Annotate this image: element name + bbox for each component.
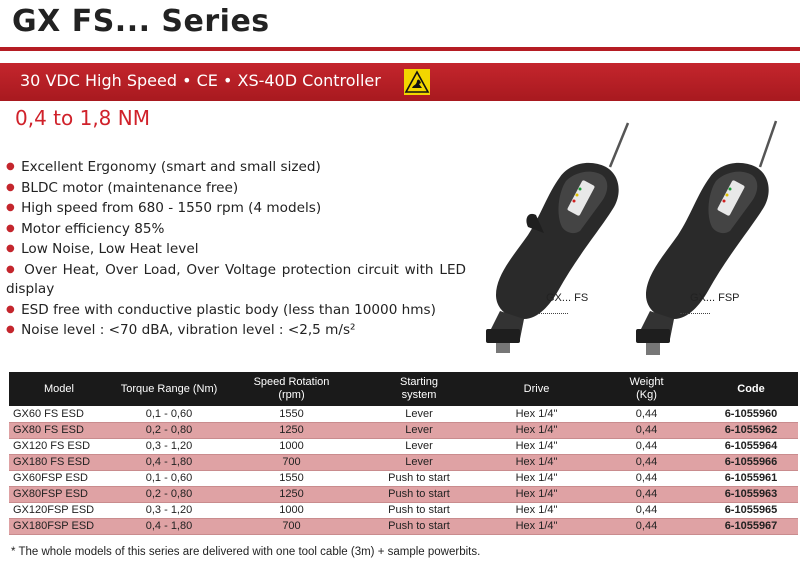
cell-model: GX80 FS ESD — [9, 422, 109, 438]
cell-speed: 1000 — [229, 438, 354, 454]
feature-item: ● Noise level : <70 dBA, vibration level : <2,5 m/s² — [6, 322, 356, 338]
screwdriver-icon — [462, 115, 637, 360]
cell-start: Lever — [354, 438, 484, 454]
cell-torque: 0,1 - 0,60 — [109, 470, 229, 486]
cell-model: GX180 FS ESD — [9, 454, 109, 470]
column-header-code: Code — [737, 382, 765, 395]
cell-code: 6-1055960 — [704, 406, 798, 422]
cell-torque: 0,4 - 1,80 — [109, 454, 229, 470]
cell-start: Push to start — [354, 486, 484, 502]
cell-torque: 0,3 - 1,20 — [109, 438, 229, 454]
cell-weight: 0,44 — [589, 454, 704, 470]
cell-drive: Hex 1/4" — [484, 486, 589, 502]
cell-weight: 0,44 — [589, 438, 704, 454]
cell-code: 6-1055964 — [704, 438, 798, 454]
column-header-starting-system: Starting system — [400, 376, 438, 401]
column-header-torque: Torque Range (Nm) — [120, 382, 218, 395]
cell-weight: 0,44 — [589, 502, 704, 518]
cell-speed: 1250 — [229, 486, 354, 502]
cell-weight: 0,44 — [589, 406, 704, 422]
cell-drive: Hex 1/4" — [484, 470, 589, 486]
table-row — [9, 406, 798, 422]
screwdriver-icon — [612, 115, 787, 360]
table-row — [9, 518, 798, 534]
feature-item: ● Excellent Ergonomy (smart and small sized) — [6, 159, 321, 175]
cell-model: GX80FSP ESD — [9, 486, 109, 502]
cell-speed: 700 — [229, 454, 354, 470]
cell-drive: Hex 1/4" — [484, 518, 589, 534]
cell-start: Push to start — [354, 470, 484, 486]
cell-code: 6-1055965 — [704, 502, 798, 518]
cell-code: 6-1055962 — [704, 422, 798, 438]
cell-drive: Hex 1/4" — [484, 502, 589, 518]
cell-model: GX120FSP ESD — [9, 502, 109, 518]
cell-code: 6-1055967 — [704, 518, 798, 534]
feature-item: ● High speed from 680 - 1550 rpm (4 models) — [6, 200, 322, 216]
cell-code: 6-1055963 — [704, 486, 798, 502]
cell-code: 6-1055961 — [704, 470, 798, 486]
cell-model: GX180FSP ESD — [9, 518, 109, 534]
column-header-speed: Speed Rotation (rpm) — [253, 376, 330, 401]
column-header-weight: Weight (Kg) — [629, 376, 664, 401]
column-header-drive: Drive — [523, 382, 550, 395]
tool-label: GX... FSP — [690, 292, 740, 304]
tool-label: GX... FS — [546, 292, 589, 304]
cell-torque: 0,3 - 1,20 — [109, 502, 229, 518]
cell-start: Push to start — [354, 518, 484, 534]
feature-item: ● ESD free with conductive plastic body (less than 10000 hms) — [6, 301, 436, 318]
table-header-row — [9, 372, 798, 406]
cell-weight: 0,44 — [589, 518, 704, 534]
cell-drive: Hex 1/4" — [484, 422, 589, 438]
table-row — [9, 470, 798, 486]
feature-item: ● Low Noise, Low Heat level — [6, 241, 199, 257]
page-title: GX FS... Series — [12, 4, 270, 39]
cell-weight: 0,44 — [589, 470, 704, 486]
cell-drive: Hex 1/4" — [484, 438, 589, 454]
tool-label-leader — [538, 313, 568, 314]
cell-weight: 0,44 — [589, 422, 704, 438]
cell-speed: 1550 — [229, 470, 354, 486]
footnote: * The whole models of this series are delivered with one tool cable (3m) + sample powerbits. — [11, 546, 481, 558]
torque-range: 0,4 to 1,8 NM — [15, 106, 150, 130]
cell-torque: 0,4 - 1,80 — [109, 518, 229, 534]
title-rule — [0, 47, 800, 51]
table-row — [9, 502, 798, 518]
cell-start: Lever — [354, 406, 484, 422]
feature-item: ● Motor efficiency 85% — [6, 220, 165, 237]
cell-model: GX60 FS ESD — [9, 406, 109, 422]
feature-item: ● Over Heat, Over Load, Over Voltage protection circuit with LED display — [6, 261, 466, 297]
feature-list — [6, 157, 466, 341]
cell-speed: 1000 — [229, 502, 354, 518]
cell-start: Push to start — [354, 502, 484, 518]
cell-torque: 0,1 - 0,60 — [109, 406, 229, 422]
tool-label-leader — [680, 313, 710, 314]
cell-torque: 0,2 - 0,80 — [109, 486, 229, 502]
cell-start: Lever — [354, 454, 484, 470]
cell-model: GX60FSP ESD — [9, 470, 109, 486]
banner-text: 30 VDC High Speed • CE • XS-40D Controller — [20, 71, 381, 90]
cell-speed: 700 — [229, 518, 354, 534]
cell-torque: 0,2 - 0,80 — [109, 422, 229, 438]
table-row — [9, 438, 798, 454]
cell-speed: 1250 — [229, 422, 354, 438]
esd-warning-icon — [404, 69, 430, 95]
spec-banner — [0, 63, 800, 101]
column-header-model: Model — [44, 382, 74, 395]
cell-model: GX120 FS ESD — [9, 438, 109, 454]
cell-code: 6-1055966 — [704, 454, 798, 470]
cell-weight: 0,44 — [589, 486, 704, 502]
table-row — [9, 486, 798, 502]
table-row — [9, 422, 798, 438]
table-row — [9, 454, 798, 470]
feature-item: ● BLDC motor (maintenance free) — [6, 179, 239, 196]
cell-speed: 1550 — [229, 406, 354, 422]
cell-drive: Hex 1/4" — [484, 406, 589, 422]
spec-table — [9, 372, 798, 535]
cell-start: Lever — [354, 422, 484, 438]
cell-drive: Hex 1/4" — [484, 454, 589, 470]
